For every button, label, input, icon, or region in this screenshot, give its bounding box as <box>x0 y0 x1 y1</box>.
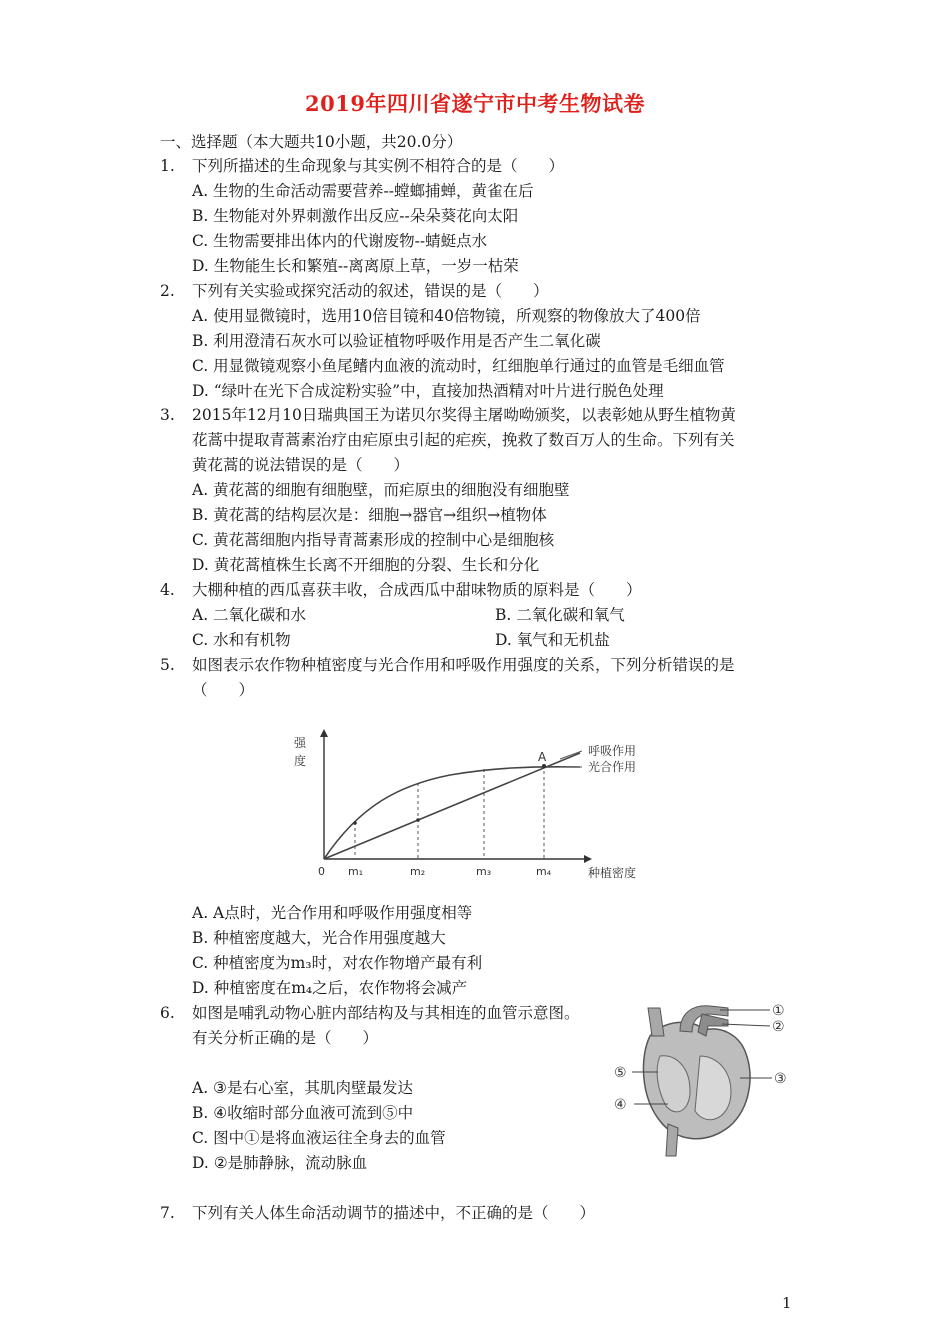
vena-cava <box>648 1008 664 1036</box>
legend-respiration: 呼吸作用 <box>588 744 637 758</box>
y-axis-label-1: 强 <box>294 736 307 750</box>
photosynthesis-curve <box>324 767 580 859</box>
y-axis-arrow <box>320 729 328 737</box>
question-4-option-c: C. 水和有机物 <box>192 631 291 649</box>
question-2-number: 2. <box>160 282 175 300</box>
density-intensity-chart <box>290 725 670 885</box>
question-6-option-d: D. ②是肺静脉，流动脉血 <box>192 1154 368 1172</box>
question-7-number: 7. <box>160 1204 175 1222</box>
label-4: ④ <box>614 1097 627 1113</box>
respiration-line <box>324 753 580 859</box>
question-6-option-b: B. ④收缩时部分血液可流到⑤中 <box>192 1104 414 1122</box>
question-3-option-c: C. 黄花蒿细胞内指导青蒿素形成的控制中心是细胞核 <box>192 531 555 549</box>
question-3-stem-line-2: 花蒿中提取青蒿素治疗由疟原虫引起的疟疾，挽救了数百万人的生命。下列有关 <box>192 431 735 449</box>
section-heading: 一、选择题（本大题共10小题，共20.0分） <box>160 133 463 151</box>
point-m1-photo <box>353 821 357 825</box>
question-2-option-c: C. 用显微镜观察小鱼尾鳍内血液的流动时，红细胞单行通过的血管是毛细血管 <box>192 357 725 375</box>
question-5-stem-line-2: （ ） <box>192 681 255 699</box>
question-4-option-d: D. 氧气和无机盐 <box>495 631 610 649</box>
question-6-stem-line-2: 有关分析正确的是（ ） <box>192 1029 379 1047</box>
question-5-option-b: B. 种植密度越大，光合作用强度越大 <box>192 929 446 947</box>
question-1-option-b: B. 生物能对外界刺激作出反应--朵朵葵花向太阳 <box>192 207 519 225</box>
page-title: 2019年四川省遂宁市中考生物试卷 <box>305 91 645 116</box>
question-3-option-a: A. 黄花蒿的细胞有细胞壁，而疟原虫的细胞没有细胞壁 <box>192 481 570 499</box>
question-3-option-b: B. 黄花蒿的结构层次是：细胞→器官→组织→植物体 <box>192 506 547 524</box>
question-7-stem: 下列有关人体生命活动调节的描述中，不正确的是（ ） <box>192 1204 596 1222</box>
heart-diagram <box>610 996 800 1161</box>
label-2: ② <box>772 1019 785 1035</box>
x-tick-0: 0 <box>318 865 325 878</box>
question-3-option-d: D. 黄花蒿植株生长离不开细胞的分裂、生长和分化 <box>192 556 540 574</box>
question-4-number: 4. <box>160 581 175 599</box>
question-3-stem-line-1: 2015年12月10日瑞典国王为诺贝尔奖得主屠呦呦颁奖，以表彰她从野生植物黄 <box>192 406 736 424</box>
question-4-option-a: A. 二氧化碳和水 <box>192 606 307 624</box>
question-5-option-c: C. 种植密度为m₃时，对农作物增产最有利 <box>192 954 483 972</box>
question-6-stem-line-1: 如图是哺乳动物心脏内部结构及与其相连的血管示意图。 <box>192 1004 580 1022</box>
question-1-option-c: C. 生物需要排出体内的代谢废物--蜻蜓点水 <box>192 232 488 250</box>
x-axis-arrow <box>584 855 592 863</box>
point-a <box>542 764 546 768</box>
page-number: 1 <box>782 1294 792 1312</box>
question-6-option-c: C. 图中①是将血液运往全身去的血管 <box>192 1129 446 1147</box>
question-6-option-a: A. ③是右心室，其肌肉壁最发达 <box>192 1079 413 1097</box>
question-2-option-d: D. “绿叶在光下合成淀粉实验”中，直接加热酒精对叶片进行脱色处理 <box>192 382 664 400</box>
label-5: ⑤ <box>614 1065 627 1081</box>
question-1-stem: 下列所描述的生命现象与其实例不相符合的是（ ） <box>192 157 565 175</box>
point-m2-resp <box>416 818 420 822</box>
x-tick-m3: m₃ <box>476 865 492 878</box>
question-4-option-b: B. 二氧化碳和氧气 <box>495 606 625 624</box>
question-5-number: 5. <box>160 656 175 674</box>
x-axis-label: 种植密度 <box>588 866 637 880</box>
x-tick-m2: m₂ <box>410 865 426 878</box>
question-5-stem-line-1: 如图表示农作物种植密度与光合作用和呼吸作用强度的关系，下列分析错误的是 <box>192 656 735 674</box>
point-a-label: A <box>538 750 547 764</box>
question-1-option-a: A. 生物的生命活动需要营养--螳螂捕蝉，黄雀在后 <box>192 182 534 200</box>
legend-photosynthesis: 光合作用 <box>588 760 637 774</box>
question-5-option-a: A. A点时，光合作用和呼吸作用强度相等 <box>192 904 473 922</box>
question-6-number: 6. <box>160 1004 175 1022</box>
question-4-stem: 大棚种植的西瓜喜获丰收，合成西瓜中甜味物质的原料是（ ） <box>192 581 642 599</box>
question-1-option-d: D. 生物能生长和繁殖--离离原上草，一岁一枯荣 <box>192 257 519 275</box>
x-tick-m1: m₁ <box>348 865 364 878</box>
y-axis-label-2: 度 <box>294 754 307 768</box>
question-3-stem-line-3: 黄花蒿的说法错误的是（ ） <box>192 456 410 474</box>
question-2-stem: 下列有关实验或探究活动的叙述，错误的是（ ） <box>192 282 549 300</box>
label-3: ③ <box>774 1071 787 1087</box>
legend-leader-resp <box>560 751 582 759</box>
x-tick-m4: m₄ <box>536 865 552 878</box>
question-1-number: 1. <box>160 157 175 175</box>
question-3-number: 3. <box>160 406 175 424</box>
lower-vessel <box>666 1124 678 1156</box>
question-2-option-a: A. 使用显微镜时，选用10倍目镜和40倍物镜，所观察的物像放大了400倍 <box>192 307 701 325</box>
label-1: ① <box>772 1003 785 1019</box>
question-2-option-b: B. 利用澄清石灰水可以验证植物呼吸作用是否产生二氧化碳 <box>192 332 601 350</box>
question-5-option-d: D. 种植密度在m₄之后，农作物将会减产 <box>192 979 468 997</box>
leader-2 <box>722 1024 770 1026</box>
